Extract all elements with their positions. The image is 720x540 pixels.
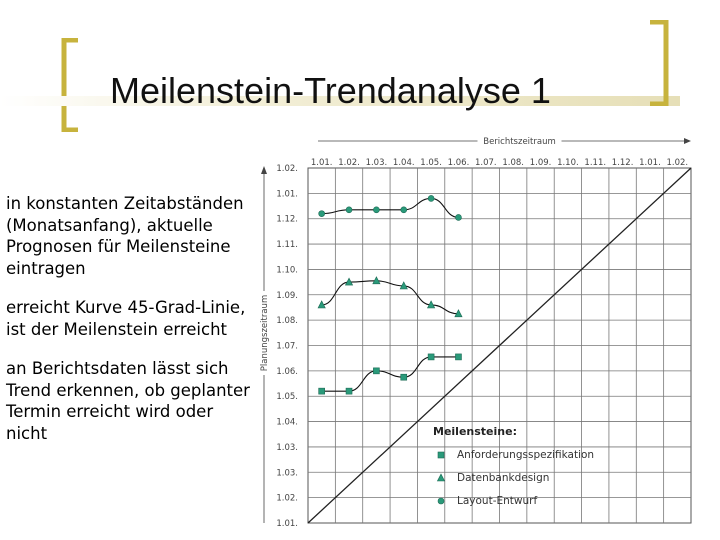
legend-title: Meilensteine: [433,425,517,438]
x-tick-label: 1.03. [365,158,388,168]
left-bracket [60,38,82,132]
x-tick-label: 1.09. [529,158,552,168]
x-tick-label: 1.06. [447,158,470,168]
x-tick-label: 1.05. [420,158,442,168]
data-point [346,388,352,394]
y-tick-label: 1.02. [276,493,298,504]
right-bracket [648,20,670,106]
x-tick-label: 1.10. [557,158,579,168]
x-tick-label: 1.08. [502,158,524,168]
legend-label: Anforderungsspezifikation [457,449,595,461]
x-tick-label: 1.01. [639,158,661,168]
y-tick-label: 1.11. [276,240,298,251]
x-axis-arrowhead [684,138,691,144]
data-point [401,374,407,380]
data-point [319,211,325,217]
data-point [455,354,461,360]
y-tick-label: 1.09. [276,290,298,301]
x-tick-label: 1.04. [392,158,415,168]
y-tick-label: 1.03. [276,442,298,453]
bullet-item: in konstanten Zeitabständen (Monatsanfang), aktuelle Prognosen für Meilensteine eintragen [6,194,244,278]
y-tick-label: 1.10. [276,265,298,276]
x-tick-label: 1.01. [310,158,333,168]
legend-marker [438,452,444,458]
x-tick-label: 1.02. [666,158,689,168]
y-tick-label: 1.01. [276,519,298,528]
bullet-list [6,193,256,462]
y-tick-label: 1.04. [276,417,298,428]
y-tick-label: 1.07. [276,341,298,352]
bullet-item: erreicht Kurve 45-Grad-Linie, ist der Meilenstein erreicht [6,298,246,339]
legend-label: Datenbankdesign [457,472,550,484]
data-point [428,354,434,360]
slide-title: Meilenstein-Trendanalyse 1 [110,70,551,111]
y-tick-label: 1.06. [276,366,298,377]
data-point [373,368,379,374]
milestone-trend-chart [255,128,695,528]
x-axis-title: Berichtszeitraum [483,137,556,147]
legend-marker [437,474,444,481]
data-point [401,207,407,213]
legend-label: Layout-Entwurf [457,495,538,507]
y-tick-label: 1.08. [276,316,298,327]
data-point [373,207,379,213]
y-axis-title: Planungszeitraum [260,294,270,372]
data-point [428,195,434,201]
x-tick-label: 1.02. [338,158,360,168]
data-point [346,207,352,213]
data-point [455,214,461,220]
y-tick-label: 1.01. [276,189,298,200]
x-tick-label: 1.11. [584,158,607,168]
data-point [319,388,325,394]
bullet-item: an Berichtsdaten lässt sich Trend erkennen, ob geplanter Termin erreicht wird oder nicht [6,359,250,443]
x-tick-label: 1.12. [611,158,634,168]
x-tick-label: 1.07. [475,158,497,168]
y-tick-label: 1.02. [276,164,298,174]
y-tick-label: 1.05. [276,392,298,403]
y-tick-label: 1.03. [276,468,298,479]
legend-marker [438,498,444,504]
y-axis-arrowhead [261,166,267,174]
y-tick-label: 1.12. [276,214,298,225]
